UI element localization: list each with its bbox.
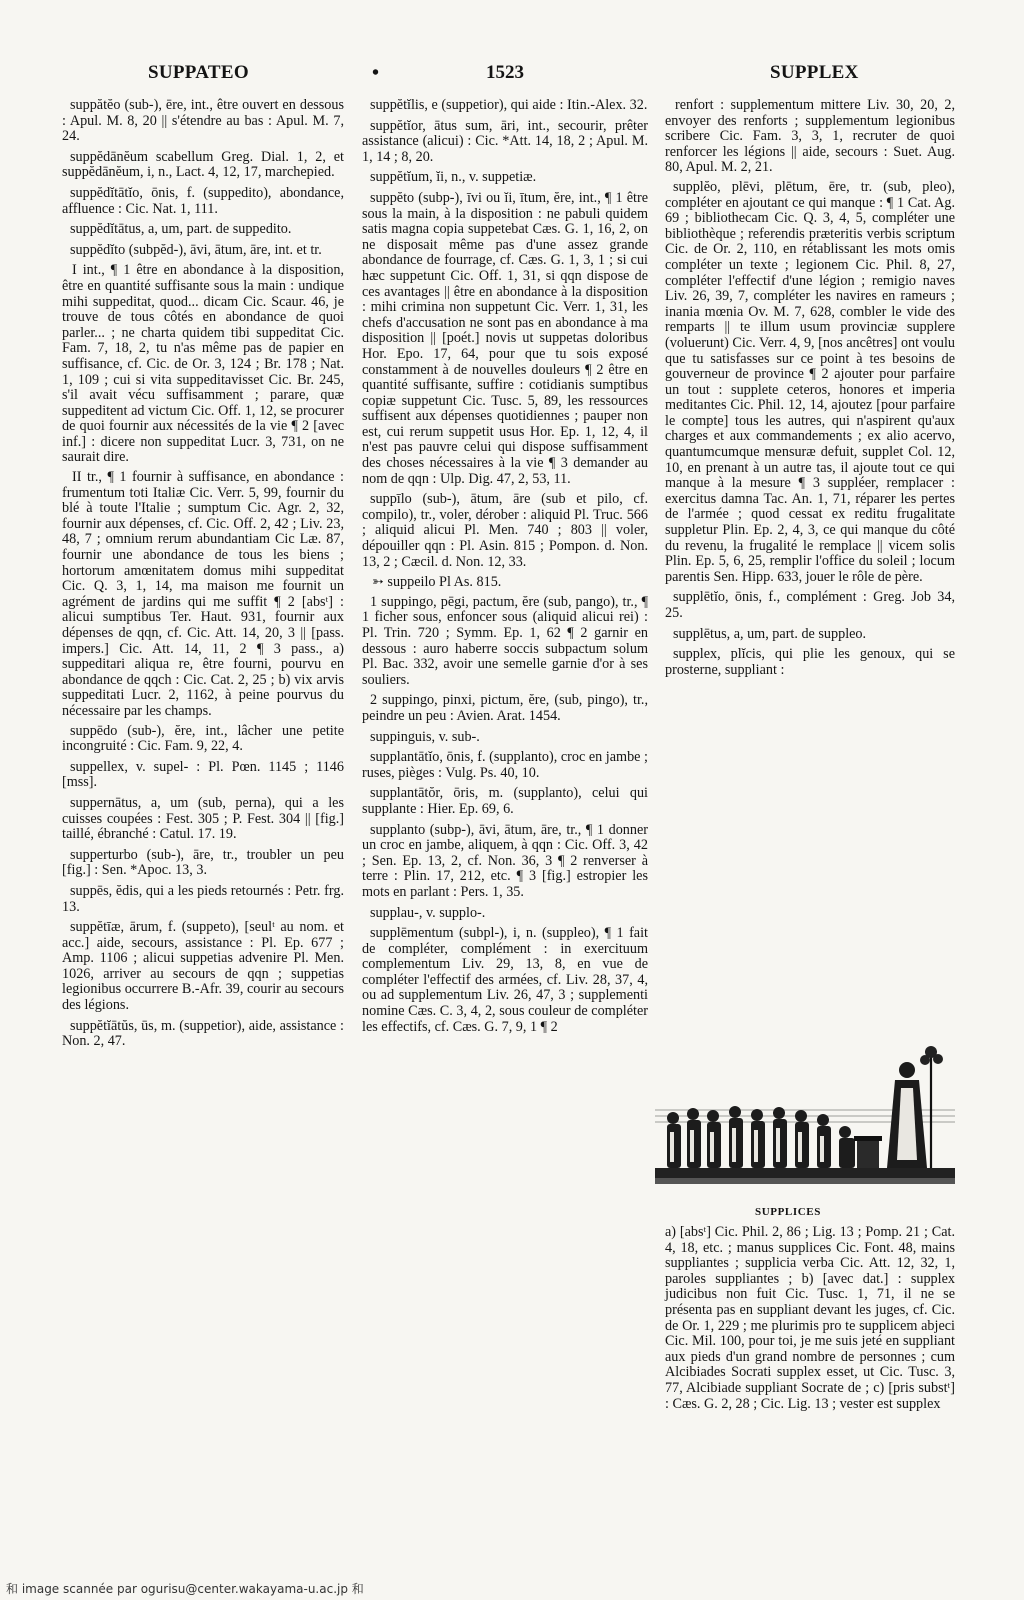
entry-supplex-continued: a) [absᵗ] Cic. Phil. 2, 86 ; Lig. 13 ; Pomp. 21 ; Cat. 4, 18, etc. ; manus supplices Cic. Font. 48, mains suppliantes ; supplicia verba Cic. Att. 12, 32, 1, paroles suppliantes ; b) [avec dat.] : supplex judicibus non fuit Cic. Tusc. 1, 71, il ne se présenta pas en suppliant devant les juges, cf. Cic. de Or. 1, 229 ; me plurimis pro te supplicem abjeci Cic. Mil. 100, pour toi, je me suis jeté en suppliant aux pieds d'un grand nombre de personnes ; cum Alcibiades Socrati supplex esset, ut Cic. Tusc. 3, 77, Alcibiade suppliant Socrate de ; c) [pris substᵗ] : Cæs. G. 2, 28 ; Cic. Lig. 13 ; vester est supplex — [665, 1224, 955, 1412]
column-3 — [665, 98, 955, 683]
header-dot: • — [372, 62, 380, 84]
entry-supplanto: supplanto (subp-), āvi, ātum, āre, tr., ¶ 1 donner un croc en jambe, aliquem, à qqn : Cic. Off. 3, 42 ; Sen. Ep. 13, 2, cf. Non. 36, 3 ¶ 2 renverser à terre : Plin. 17, 212, etc. ¶ 3 [fig.] estropier les mots en parlant : Pers. 1, 35. — [362, 821, 648, 900]
scan-credit-footer: 和 image scannée par ogurisu@center.wakayama-u.ac.jp 和 — [6, 1582, 364, 1596]
entry-suppletio: supplētĭo, ōnis, f., complément : Greg. Job 34, 25. — [665, 589, 955, 621]
entry-suppernatus: suppernātus, a, um (sub, perna), qui a les cuisses coupées : Fest. 305 ; P. Fest. 304 || [fig.] taillé, ébranché : Catul. 17. 19. — [62, 794, 344, 843]
entry-supplex: supplex, plĭcis, qui plie les genoux, qui se prosterne, suppliant : — [665, 646, 955, 678]
entry-suppilo-note: ➳ suppeilo Pl As. 815. — [372, 574, 502, 591]
entry-suppedito-transitive: II tr., ¶ 1 fournir à suffisance, en abondance : frumentum toti Italiæ Cic. Verr. 5, 99, fournir du blé à toute l'Italie ; sumptum Cic. Agr. 2, 32, fournir aux dépenses, cf. Cic. Off. 2, 42 ; Liv. 23, 48, 7 ; omnium rerum abundantiam Cic Læ. 87, fournir une abondance de tous les biens ; hortorum amœnitatem domus mihi suppeditat Cic. Q. 3, 1, 14, ma maison me fournit un agrément de jardins qui me suffit ¶ 2 [absᵗ] : alicui sumptibus Ter. Haut. 931, fournir aux dépenses de qqn, cf. Cic. Att. 14, 20, 3 || [pass. impers.] Cic. Att. 14, 11, 2 ¶ 3 pass., a) suppeditari aliqua re, être fourni, pourvu en abondance de qqch : Cic. Cat. 2, 25 ; b) vix arvis suppeditati Lucr. 2, 1162, à peine pourvus du nécessaire par les champs. — [62, 469, 344, 719]
header-right-guideword: SUPPLEX — [770, 62, 859, 83]
entry-suppleo: supplĕo, plēvi, plētum, ēre, tr. (sub, pleo), compléter en ajoutant ce qui manque : ¶ 1 Cat. Ag. 69 ; bibliothecam Cic. Q. 3, 4, 5, compléter une bibliothèque ; referendis præteritis verbis scriptum Cic. de Or. 2, 110, en rétablissant les mots omis compléter un texte ; legionem Cic. Phil. 8, 27, compléter l'effectif d'une légion ; remigio naves Liv. 26, 39, 7, compléter les navires en rameurs ; inania mœnia Ov. M. 7, 628, combler le vide des remparts || te illum usum provinciæ supplere (voluerunt) Cic. Verr. 4, 9, [nos ancêtres] ont voulu que tu satisfasses sur ce point à tes besoins de gouverneur de province ¶ 2 ajouter pour parfaire un tout : supplete ceteros, honores et imperia meditantes Cic. Phil. 12, 14, ajoutez [pour parfaire le compte] tous les autres, qui n'aspirent qu'aux charges et aux commandements ; ex alio acervo, quantumcumque mensuræ defuit, supplet Col. 12, 10, en prenant à un autre tas, il ajoute tout ce qui manque à la mesure ¶ 3 suppléer, remplacer : exercitus damna Tac. An. 1, 71, réparer les pertes de l'armée ; quod cessat ex reditu frugalitate suppletur Plin. Ep. 2, 4, 3, ce qui manque du côté du revenu, la frugalité le remplace || vicem solis Plin. Ep. 5, 6, 25, remplir l'office du soleil ; locum parentis Sen. Hipp. 633, jouer le rôle de père. — [665, 178, 955, 585]
entry-supplantatio: supplantātĭo, ōnis, f. (supplanto), croc en jambe ; ruses, pièges : Vulg. Ps. 40, 10. — [362, 749, 648, 781]
entry-suppletus: supplētus, a, um, part. de suppleo. — [673, 625, 867, 642]
entry-suppes: suppēs, ĕdis, qui a les pieds retournés : Petr. frg. 13. — [62, 882, 344, 915]
entry-suppedito: suppĕdĭto (subpĕd-), āvi, ātum, āre, int. et tr. — [70, 241, 322, 258]
entry-supperturbo: supperturbo (sub-), āre, tr., troubler un peu [fig.] : Sen. *Apoc. 13, 3. — [62, 846, 344, 879]
entry-supplementum: supplēmentum (subpl-), i, n. (suppleo), ¶ 1 fait de compléter, complément : in exercituum complementum Liv. 29, 13, 8, en vue de compléter l'effectif des armées, cf. Liv. 28, 37, 4, ou ad supplementum Liv. 26, 47, 3 ; supplementi nomine Cæs. C. 3, 4, 2, sous couleur de compléter les effectifs, cf. Cæs. G. 7, 9, 1 ¶ 2 — [362, 925, 648, 1035]
entry-suppetior: suppĕtĭor, ātus sum, āri, int., secourir, prêter assistance (alicui) : Cic. *Att. 14, 18, 2 ; Apul. M. 1, 14 ; 8, 20. — [362, 117, 648, 165]
entry-supplantator: supplantātŏr, ōris, m. (supplanto), celui qui supplante : Hier. Ep. 69, 6. — [362, 785, 648, 817]
entry-suppedo: suppēdo (sub-), ĕre, int., lâcher une petite incongruité : Cic. Fam. 9, 22, 4. — [62, 722, 344, 755]
page-header — [0, 62, 1024, 86]
entry-suppetiae: suppĕtīæ, ārum, f. (suppeto), [seulᵗ au nom. et acc.] aide, secours, assistance : Pl. Ep. 677 ; Amp. 1106 ; alicui suppetias advenire Pl. Men. 1026, arriver au secours de qqn ; suppetias legionibus occurrere B.-Afr. 39, courir au secours des légions. — [62, 919, 344, 1014]
entry-suppinguis: suppinguis, v. sub-. — [370, 728, 480, 745]
entry-suppeto: suppĕto (subp-), īvi ou ĭi, ītum, ĕre, int., ¶ 1 être sous la main, à la disposition : ne pabuli quidem satis magna copia suppetebat Cæs. G. 1, 16, 2, on ne disposait même pas d'une assez grande abondance de fourrage, cf. Cæs. G. 1, 3, 1 ; si cui hæc suppetunt Cic. Off. 1, 31, si qqn dispose de ces avantages || être en abondance à la disposition : mihi crimina non suppetunt Cic. Verr. 1, 31, les chefs d'accusation ne sont pas en abondance à ma disposition || [poét.] novis ut suppetas doloribus Hor. Epo. 17, 64, pour que tu sois exposé constamment à de nouvelles douleurs ¶ 2 être en quantité suffisante, suffire : cotidianis sumptibus copiæ suppetunt Cic. Tusc. 5, 89, les ressources suffisent aux dépenses quotidiennes ; pauper non est, cui rerum suppetit usus Hor. Ep. 1, 12, 4, il n'est pas pauvre celui qui dispose suffisamment des choses nécessaires à la vie ¶ 3 demander au nom de qqn : Ulp. Dig. 47, 2, 53, 11. — [362, 189, 648, 487]
entry-suppingo-2: 2 suppingo, pinxi, pictum, ĕre, (sub, pingo), tr., peindre un peu : Avien. Arat. 1454. — [362, 692, 648, 724]
entry-suppeditatio: suppĕdĭtātĭo, ōnis, f. (suppedito), abondance, affluence : Cic. Nat. 1, 111. — [62, 184, 344, 217]
entry-suppingo-1: 1 suppingo, pēgi, pactum, ĕre (sub, pango), tr., ¶ 1 ficher sous, enfoncer sous (aliquid alicui rei) : Pl. Trin. 720 ; Symm. Ep. 1, 62 ¶ 2 garnir en dessous : auro haberre soccis subpactum solum Pl. Bac. 332, avoir une semelle garnie d'or à ses souliers. — [362, 593, 648, 688]
entry-suppetiatus: suppĕtĭātŭs, ūs, m. (suppetior), aide, assistance : Non. 2, 47. — [62, 1017, 344, 1050]
entry-suppilo: suppīlo (sub-), ātum, āre (sub et pilo, cf. compilo), tr., voler, dérober : aliquid Pl. Truc. 566 ; aliquid alicui Pl. Men. 740 ; 803 || voler, dépouiller qqn : Pl. Asin. 815 ; Pompon. d. Non. 13, 2 ; Cæcil. d. Non. 12, 33. — [362, 491, 648, 570]
figure-caption: SUPPLICES — [755, 1206, 821, 1218]
column-2 — [362, 98, 648, 1040]
entry-suppellex: suppellex, v. supel- : Pl. Pœn. 1145 ; 1146 [mss]. — [62, 758, 344, 791]
entry-suppedito-intransitive: I int., ¶ 1 être en abondance à la disposition, être en quantité suffisante sous la main : undique mihi suppeditat, quod... dicam Cic. Scaur. 46, je trouve de tous côtés en abondance de quoi parler... ; ne charta quidem tibi suppeditat Cic. Fam. 7, 18, 2, tu n'as même pas de papier en suffisance, cf. Cic. de Or. 3, 124 ; Br. 178 ; Nat. 1, 109 ; cui si vita suppeditavisset Cic. Br. 245, s'il avait vécu suffisamment ; parare, quæ suppeditent ad victum Cic. Off. 1, 12, se procurer de quoi fournir aux nécessités de la vie ¶ 2 [avec inf.] : dicere non suppeditat Lucr. 3, 731, on ne saurait dire. — [62, 262, 344, 466]
entry-supplau: supplau-, v. supplo-. — [370, 904, 486, 921]
entry-suppedaneum: suppĕdānĕum scabellum Greg. Dial. 1, 2, et suppĕdānĕum, i, n., Lact. 4, 12, 17, marchepied. — [62, 148, 344, 181]
header-left-guideword: SUPPATEO — [148, 62, 249, 83]
column-1 — [62, 98, 344, 1055]
page-number: 1523 — [486, 62, 524, 83]
entry-suppetilis: suppĕtĭlis, e (suppetior), qui aide : Itin.-Alex. 32. — [370, 97, 648, 113]
supplices-illustration — [655, 1040, 955, 1218]
entry-suppeditatus: suppĕdĭtātus, a, um, part. de suppedito. — [70, 221, 292, 238]
entry-suppetium: suppĕtĭum, ĭi, n., v. suppetiæ. — [370, 169, 537, 186]
relief-engraving-image — [655, 1040, 955, 1200]
entry-supplementum-continued: renfort : supplementum mittere Liv. 30, 20, 2, envoyer des renforts ; supplementum legionibus scribere Cic. Fam. 3, 3, 1, recruter de quoi renforcer les légions || aide, secours : Suet. Aug. 80, Apul. M. 2, 21. — [665, 97, 955, 176]
entry-suppateo: suppătĕo (sub-), ēre, int., être ouvert en dessous : Apul. M. 8, 20 || s'étendre au bas : Apul. M. 7, 24. — [62, 97, 344, 145]
